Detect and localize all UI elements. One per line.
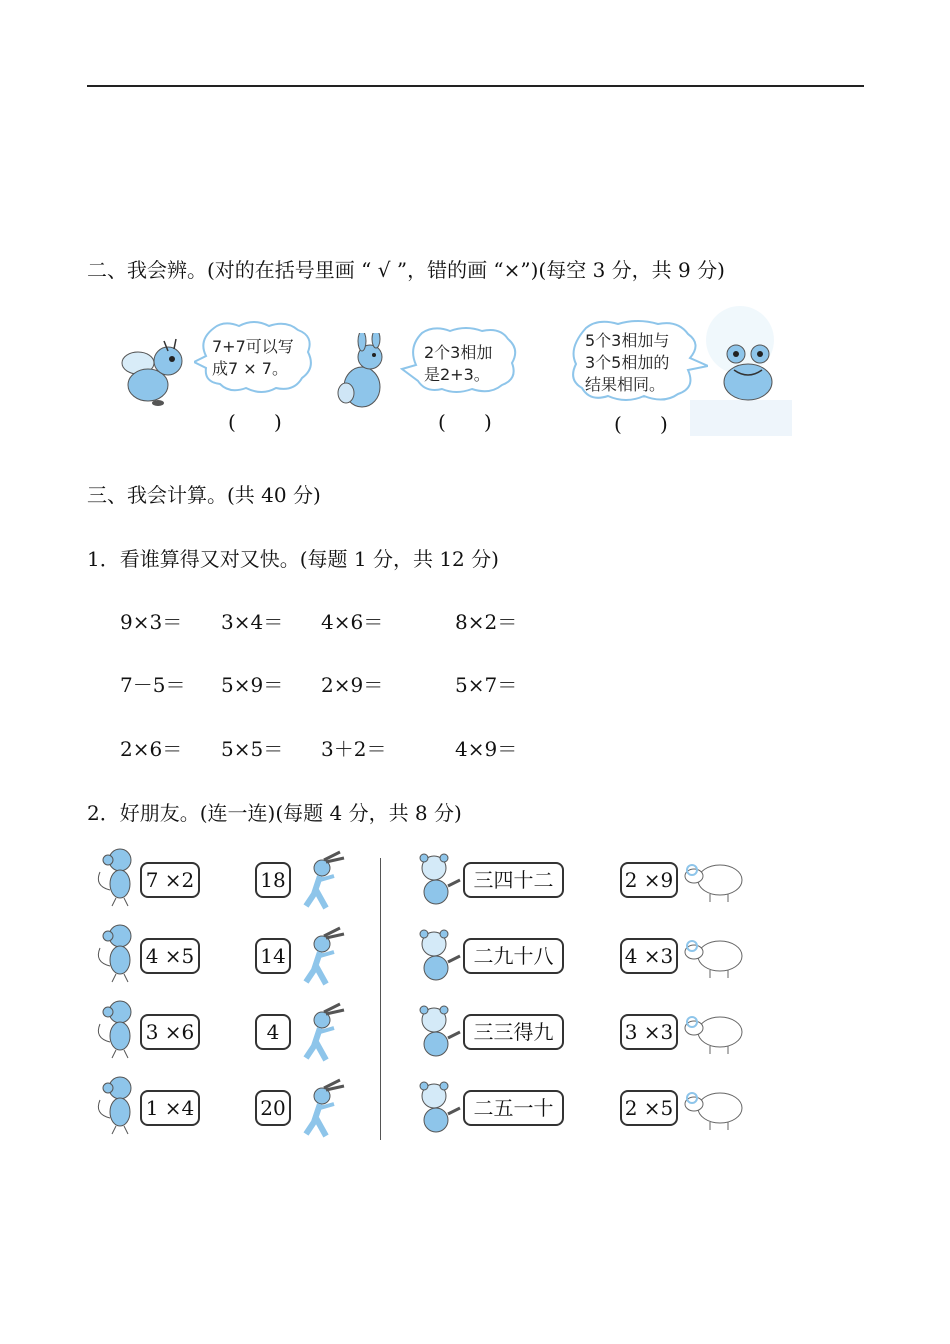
section2-title: 二、我会辨。(对的在括号里画 “ √ ”，错的画 “×”)(每空 3 分，共 9 分) xyxy=(87,258,725,282)
bear-icon xyxy=(412,850,462,910)
bear-icon xyxy=(412,1002,462,1062)
number-card[interactable]: 20 xyxy=(255,1090,291,1126)
monkey-icon xyxy=(90,1074,140,1136)
bubble-line: 5个3相加与 xyxy=(585,331,670,350)
expr-card[interactable]: 2 ×5 xyxy=(620,1090,678,1126)
calc-problem[interactable]: 5×7＝ xyxy=(455,673,518,697)
chant-card[interactable]: 三四十二 xyxy=(463,862,564,898)
number-card[interactable]: 18 xyxy=(255,862,291,898)
q1-title: 1．看谁算得又对又快。(每题 1 分，共 12 分) xyxy=(87,547,499,571)
bubble-line: 7+7可以写 xyxy=(212,337,294,356)
expr-card[interactable]: 2 ×9 xyxy=(620,862,678,898)
top-rule xyxy=(87,85,864,87)
frog-icon xyxy=(716,340,780,404)
rabbit-icon xyxy=(294,1078,348,1138)
chant-card[interactable]: 二五一十 xyxy=(463,1090,564,1126)
calc-problem[interactable]: 8×2＝ xyxy=(455,610,518,634)
sheep-icon xyxy=(682,1086,746,1132)
calc-problem[interactable]: 5×9＝ xyxy=(221,673,284,697)
answer-blank[interactable]: ( ) xyxy=(438,410,492,434)
bubble-line: 3个5相加的 xyxy=(585,353,670,372)
rabbit-icon xyxy=(294,926,348,986)
bubble-line: 2个3相加 xyxy=(424,343,493,362)
bubble-line: 成7 × 7。 xyxy=(212,359,288,378)
expr-card[interactable]: 1 ×4 xyxy=(140,1090,200,1126)
calc-problem[interactable]: 2×6＝ xyxy=(120,737,183,761)
calc-problem[interactable]: 4×6＝ xyxy=(321,610,384,634)
calc-problem[interactable]: 3×4＝ xyxy=(221,610,284,634)
number-card[interactable]: 14 xyxy=(255,938,291,974)
expr-card[interactable]: 4 ×3 xyxy=(620,938,678,974)
bee-icon xyxy=(118,333,192,409)
monkey-icon xyxy=(90,846,140,908)
rabbit-icon xyxy=(294,850,348,910)
column-divider xyxy=(380,858,381,1140)
answer-blank[interactable]: ( ) xyxy=(228,410,282,434)
monkey-icon xyxy=(90,922,140,984)
number-card[interactable]: 4 xyxy=(255,1014,291,1050)
chant-card[interactable]: 二九十八 xyxy=(463,938,564,974)
calc-problem[interactable]: 5×5＝ xyxy=(221,737,284,761)
expr-card[interactable]: 3 ×3 xyxy=(620,1014,678,1050)
rabbit-icon xyxy=(294,1002,348,1062)
expr-card[interactable]: 7 ×2 xyxy=(140,862,200,898)
calc-problem[interactable]: 9×3＝ xyxy=(120,610,183,634)
sheep-icon xyxy=(682,934,746,980)
bubble-line: 是2+3。 xyxy=(424,365,490,384)
section3-title: 三、我会计算。(共 40 分) xyxy=(87,483,321,507)
calc-problem[interactable]: 7－5＝ xyxy=(120,673,186,697)
bear-icon xyxy=(412,926,462,986)
answer-blank[interactable]: ( ) xyxy=(614,412,668,436)
q2-title: 2．好朋友。(连一连)(每题 4 分，共 8 分) xyxy=(87,801,462,825)
expr-card[interactable]: 3 ×6 xyxy=(140,1014,200,1050)
sheep-icon xyxy=(682,858,746,904)
rabbit-icon xyxy=(332,333,394,409)
calc-problem[interactable]: 3＋2＝ xyxy=(321,737,387,761)
bear-icon xyxy=(412,1078,462,1138)
chant-card[interactable]: 三三得九 xyxy=(463,1014,564,1050)
bubble-line: 结果相同。 xyxy=(585,375,666,394)
calc-problem[interactable]: 4×9＝ xyxy=(455,737,518,761)
monkey-icon xyxy=(90,998,140,1060)
calc-problem[interactable]: 2×9＝ xyxy=(321,673,384,697)
expr-card[interactable]: 4 ×5 xyxy=(140,938,200,974)
sheep-icon xyxy=(682,1010,746,1056)
